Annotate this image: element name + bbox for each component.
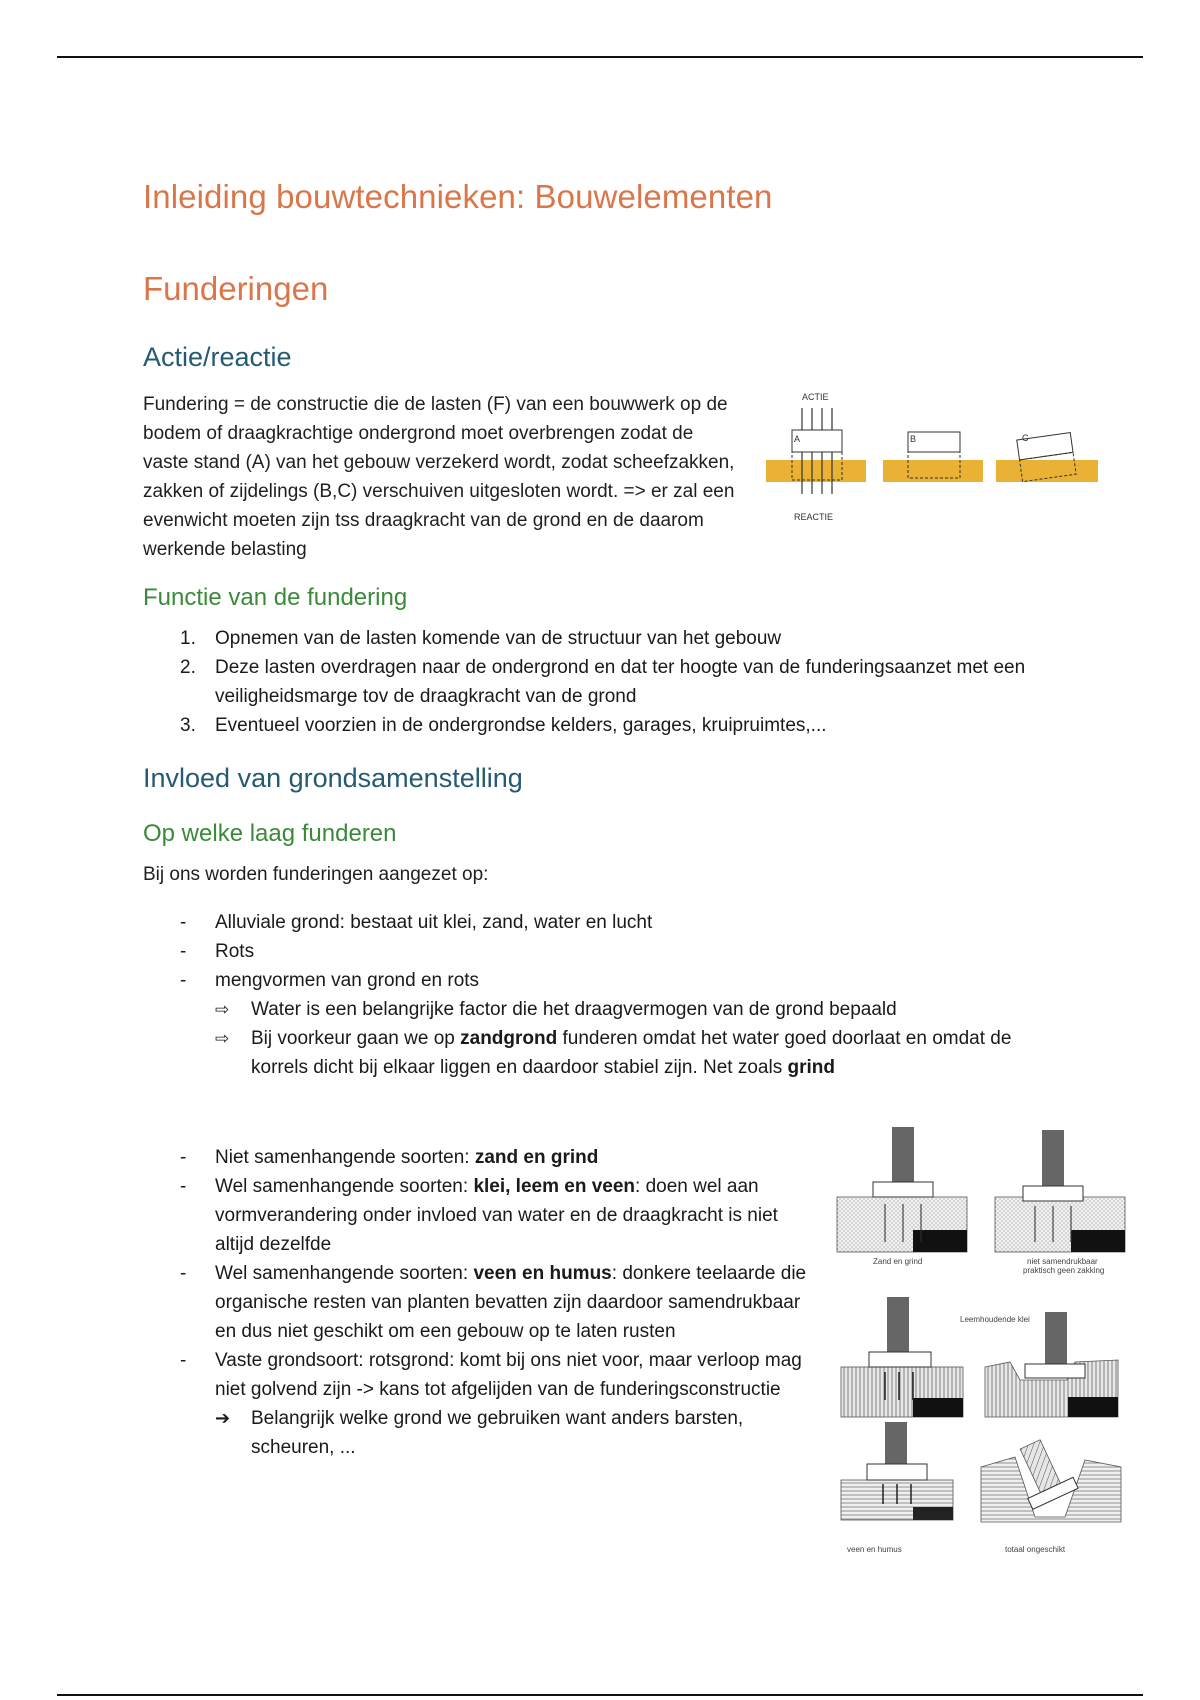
sub-item — [215, 1404, 820, 1462]
panel-zand-grind — [837, 1127, 967, 1266]
sub-list — [215, 1404, 820, 1462]
arrow-right-icon: ➔ — [215, 1408, 231, 1428]
section-title-funderingen: Funderingen — [143, 270, 329, 307]
list-item: - Wel samenhangende soorten: klei, leem en veen: doen wel aan vormverandering onder invloed van water en de draagkracht is niet altijd dezelfde — [180, 1176, 778, 1255]
list-item: - Alluviale grond: bestaat uit klei, zand, water en lucht — [180, 912, 653, 933]
list-item: - Vaste grondsoort: rotsgrond: komt bij ons niet voor, maar verloop mag niet golvend zijn -> kans tot afgelijden van de funderingsconstructie ➔ Belangrijk welke grond we gebruiken want anders barsten, scheuren, ... — [180, 1346, 820, 1462]
list-text: Alluviale grond: bestaat uit klei, zand, water en lucht — [215, 912, 653, 933]
caption-leemhoudende-klei: Leemhoudende klei — [960, 1315, 1030, 1324]
caption-veen-humus: veen en humus — [847, 1545, 902, 1554]
list-item: - Rots — [180, 941, 255, 962]
panel-leem — [841, 1297, 963, 1417]
grondsoorten-figure — [835, 1122, 1135, 1562]
list-text: Rots — [215, 941, 255, 962]
panel-niet-samendrukbaar — [995, 1130, 1125, 1275]
bold-grind: grind — [787, 1057, 835, 1078]
grondsoort-list — [180, 908, 1060, 1082]
arrow-icon: ⇨ — [215, 1029, 230, 1048]
sub-list — [215, 995, 1060, 1082]
functie-list — [180, 624, 1080, 740]
list-item — [180, 653, 1080, 711]
top-rule — [57, 56, 1143, 58]
samenhang-list — [180, 1143, 820, 1462]
figure-label-reactie: REACTIE — [794, 512, 834, 522]
heading-actie-reactie: Actie/reactie — [143, 342, 292, 372]
figure-label-a: A — [794, 434, 801, 444]
panel-leemhoudende-klei — [960, 1312, 1118, 1417]
caption-totaal-ongeschikt: totaal ongeschikt — [1005, 1545, 1066, 1554]
intro-text: Bij ons worden funderingen aangezet op: — [143, 864, 489, 885]
paragraph-fundering-definitie: Fundering = de constructie die de lasten (F) van een bouwwerk op de bodem of draagkrachtige ondergrond moet overbrengen zodat de vaste stand (A) van het gebouw verzekerd wordt, zodat scheefzakken, zakken of zijdelings (B,C) verschuiven uitgesloten wordt. => er zal een evenwicht moeten zijn tss draagkracht van de grond en de daarom werkende belasting — [143, 394, 735, 560]
bottom-rule — [57, 1694, 1143, 1696]
list-item — [180, 624, 1080, 653]
caption-praktisch-geen-zakking: praktisch geen zakking — [1023, 1266, 1105, 1275]
ground-1 — [766, 460, 866, 482]
heading-functie-fundering: Functie van de fundering — [143, 584, 408, 611]
list-item: - mengvormen van grond en rots ⇨ Water is een belangrijke factor die het draagvermogen van de grond bepaald ⇨ Bij voorkeur gaan we op zandgrond funderen omdat het water goed doorlaat en omdat de korrels dicht bij elkaar liggen en daardoor stabiel zijn. Net zoals grind — [180, 966, 1060, 1082]
actie-arrows — [802, 408, 832, 430]
list-number: 1. — [180, 628, 196, 649]
sub-item — [215, 995, 1060, 1024]
list-number: 2. — [180, 657, 196, 678]
document-title: Inleiding bouwtechnieken: Bouwelementen — [143, 178, 773, 215]
heading-invloed-grondsamenstelling: Invloed van grondsamenstelling — [143, 763, 523, 793]
list-text: Opnemen van de lasten komende van de structuur van het gebouw — [215, 628, 782, 649]
list-text: mengvormen van grond en rots — [215, 970, 480, 991]
caption-zand-grind: Zand en grind — [873, 1257, 923, 1266]
list-item — [180, 711, 1080, 740]
panel-totaal-ongeschikt — [981, 1434, 1121, 1554]
bold-zandgrond: zandgrond — [460, 1028, 558, 1049]
actie-reactie-figure — [762, 390, 1102, 530]
arrow-icon: ⇨ — [215, 1000, 230, 1019]
figure-label-b: B — [910, 434, 917, 444]
figure-label-actie: ACTIE — [802, 392, 829, 402]
list-text: Eventueel voorzien in de ondergrondse kelders, garages, kruipruimtes,... — [215, 715, 827, 736]
sub-text: Water is een belangrijke factor die het draagvermogen van de grond bepaald — [251, 999, 897, 1020]
list-number: 3. — [180, 715, 196, 736]
list-item: - Wel samenhangende soorten: veen en humus: donkere teelaarde die organische resten van planten bevatten zijn daardoor samendrukbaar en dus niet geschikt om een gebouw op te laten rusten — [180, 1263, 807, 1342]
ground-2 — [883, 460, 983, 482]
sub-item: ⇨ Bij voorkeur gaan we op zandgrond funderen omdat het water goed doorlaat en omdat de korrels dicht bij elkaar liggen en daardoor stabiel zijn. Net zoals grind — [215, 1024, 1060, 1082]
figure-label-c: C — [1022, 433, 1029, 443]
conclusion-text: Belangrijk welke grond we gebruiken want anders barsten, scheuren, ... — [251, 1408, 744, 1458]
list-item: - Niet samenhangende soorten: zand en grind — [180, 1147, 599, 1168]
caption-niet-samendrukbaar: niet samendrukbaar — [1027, 1257, 1098, 1266]
panel-veen-humus — [841, 1422, 953, 1554]
list-text: Deze lasten overdragen naar de ondergrond en dat ter hoogte van de funderingsaanzet met een veiligheidsmarge tov de draagkracht van de grond — [215, 657, 1026, 707]
heading-op-welke-laag: Op welke laag funderen — [143, 820, 397, 847]
